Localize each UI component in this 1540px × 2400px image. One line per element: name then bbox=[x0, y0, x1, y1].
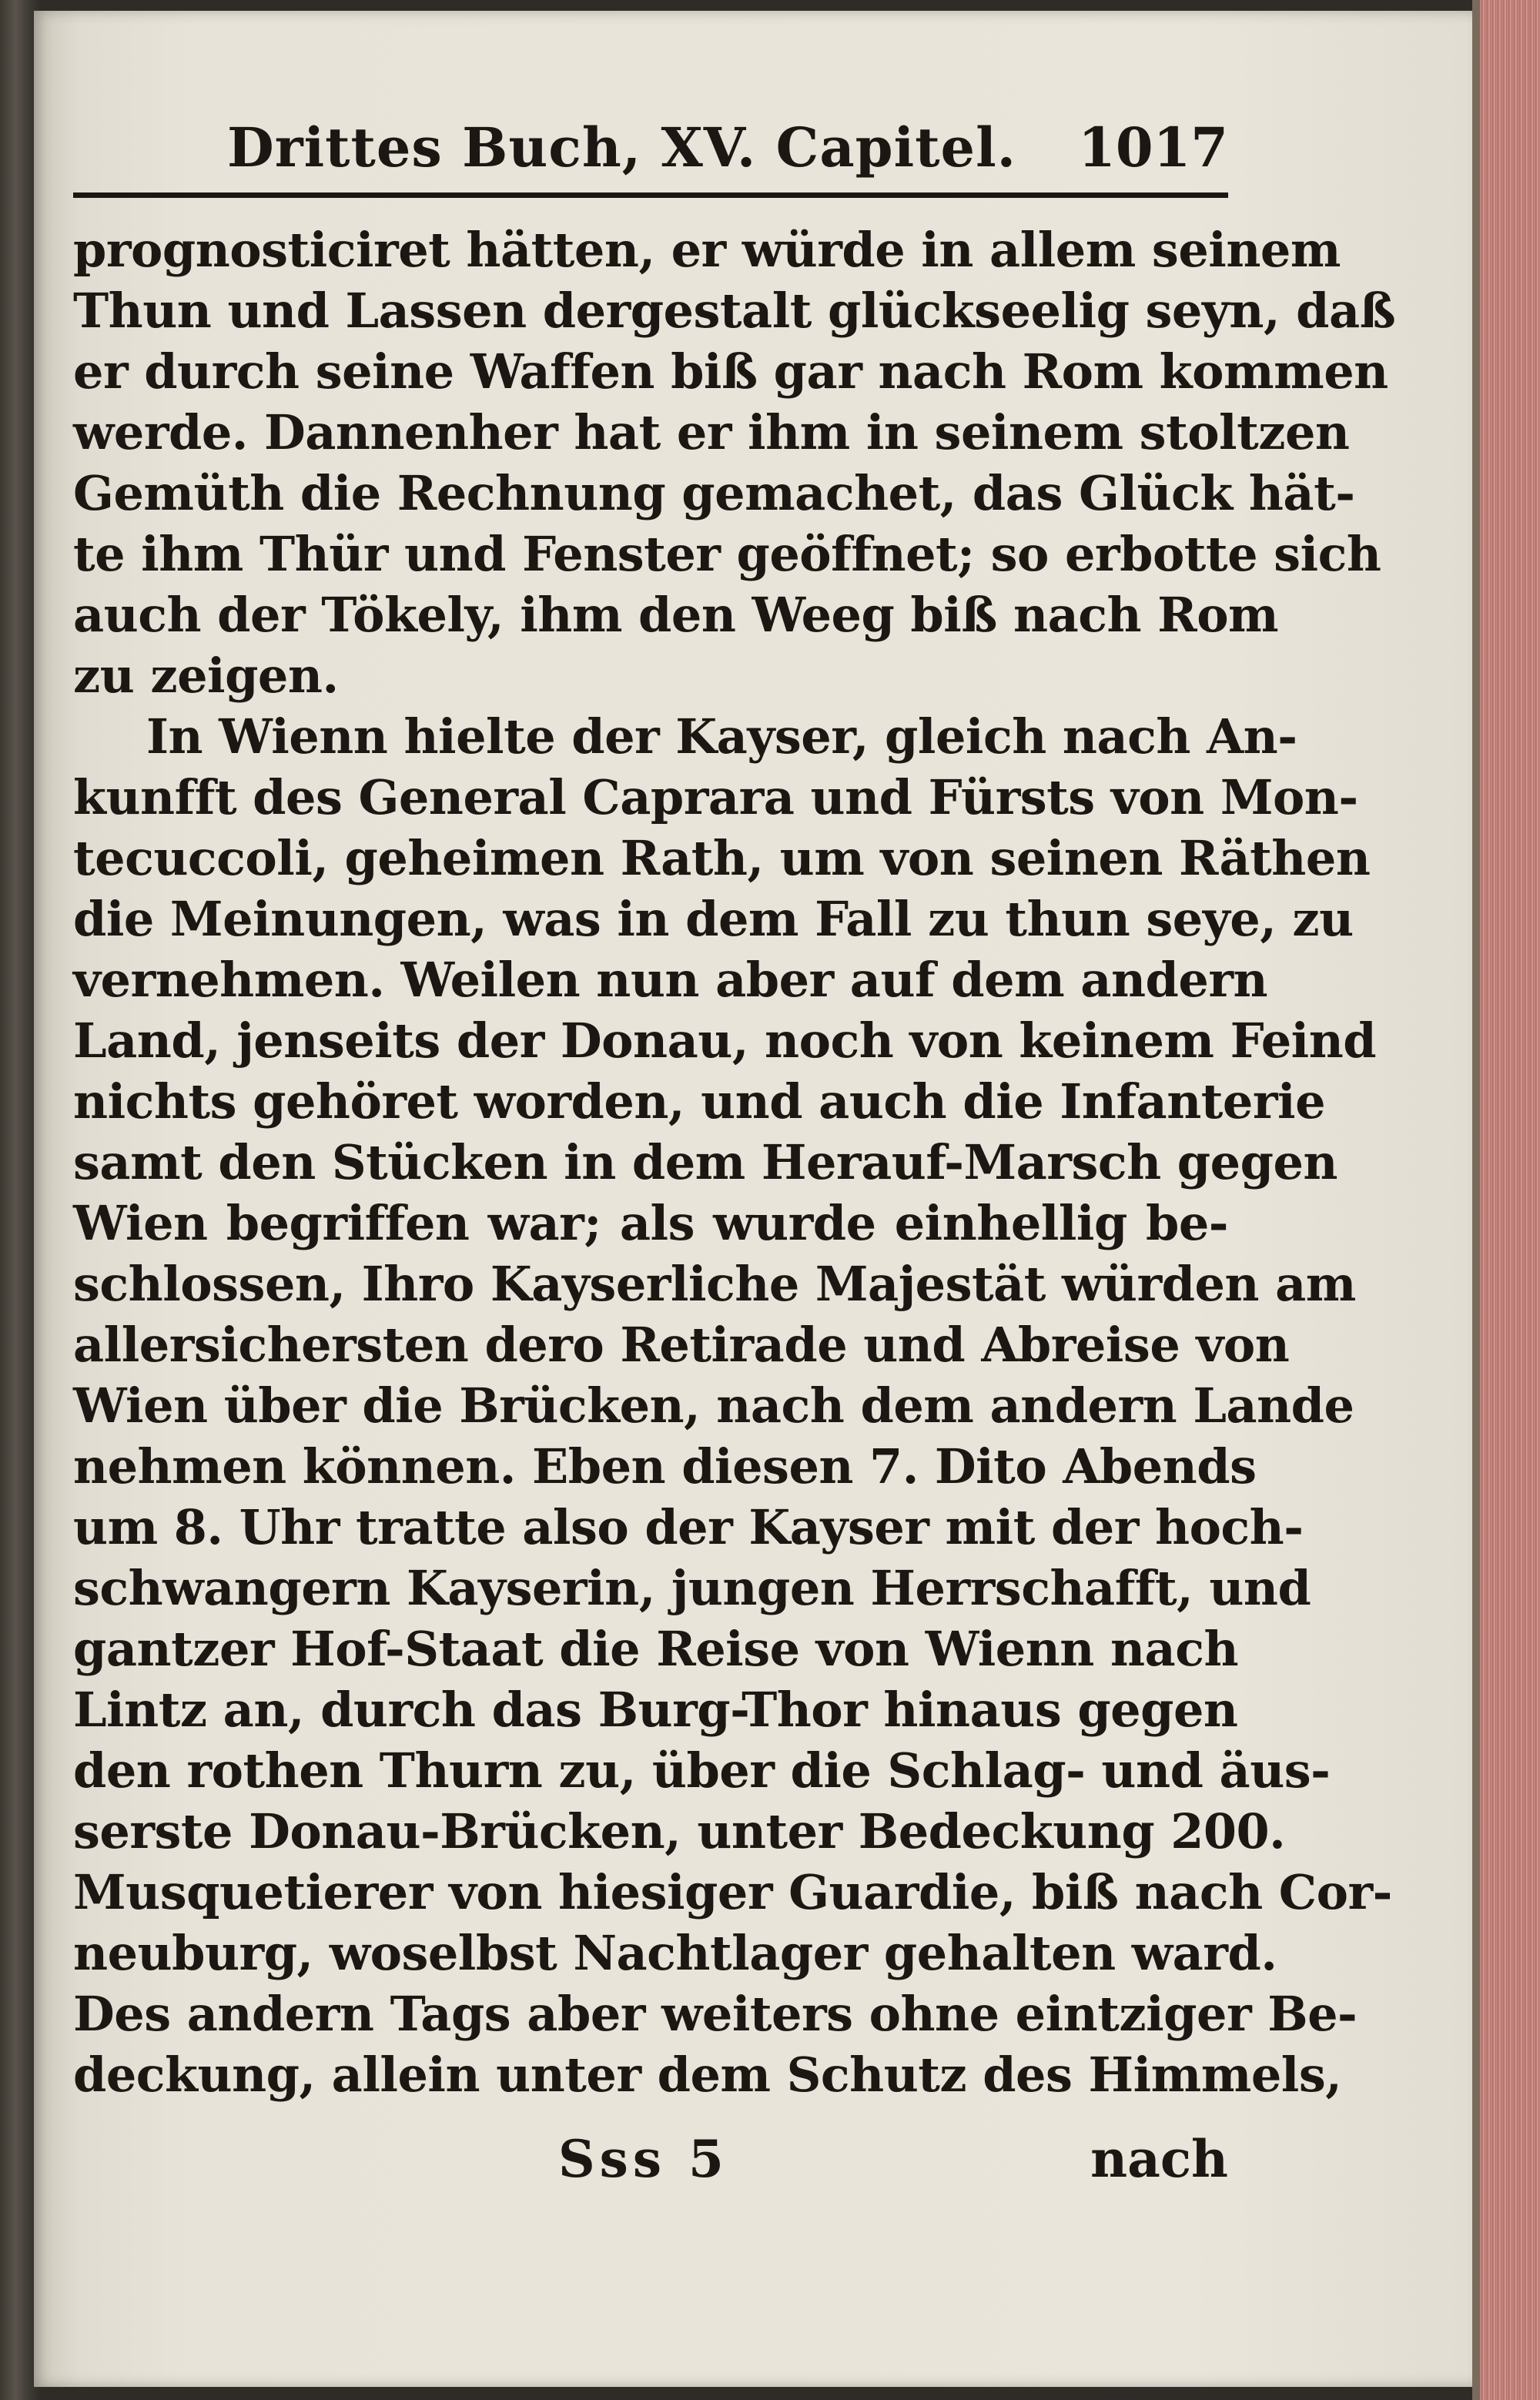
text-line: werde. Dannenher hat er ihm in seinem stoltzen bbox=[73, 404, 1350, 460]
text-line: zu zeigen. bbox=[73, 648, 339, 704]
text-line: tecuccoli, geheimen Rath, um von seinen Räthen bbox=[73, 830, 1371, 886]
text-line: schlossen, Ihro Kayserliche Majestät würden am bbox=[73, 1256, 1356, 1312]
page-number: 1017 bbox=[1078, 115, 1228, 179]
text-line: Thun und Lassen dergestalt glückseelig seyn, daß bbox=[73, 283, 1396, 339]
text-line: neuburg, woselbst Nachtlager gehalten ward. bbox=[73, 1925, 1277, 1981]
text-line: Gemüth die Rechnung gemachet, das Glück hät- bbox=[73, 465, 1355, 521]
text-line: den rothen Thurn zu, über die Schlag- und äus- bbox=[73, 1742, 1331, 1799]
text-line: kunfft des General Caprara und Fürsts von Mon- bbox=[73, 769, 1358, 825]
text-line: Lintz an, durch das Burg-Thor hinaus gegen bbox=[73, 1682, 1238, 1738]
text-line: prognosticiret hätten, er würde in allem seinem bbox=[73, 222, 1341, 278]
text-line: vernehmen. Weilen nun aber auf dem andern bbox=[73, 952, 1268, 1008]
text-line: Des andern Tags aber weiters ohne eintziger Be- bbox=[73, 1986, 1358, 2042]
text-line: um 8. Uhr tratte also der Kayser mit der hoch- bbox=[73, 1499, 1304, 1555]
text-line: die Meinungen, was in dem Fall zu thun seye, zu bbox=[73, 891, 1354, 947]
text-line: nehmen können. Eben diesen 7. Dito Abends bbox=[73, 1438, 1257, 1495]
text-line: er durch seine Waffen biß gar nach Rom kommen bbox=[73, 343, 1388, 400]
text-line: te ihm Thür und Fenster geöffnet; so erbotte sich bbox=[73, 526, 1381, 582]
text-line: Wien über die Brücken, nach dem andern Lande bbox=[73, 1377, 1354, 1434]
page-edges bbox=[1480, 0, 1540, 2400]
text-line: nichts gehöret worden, und auch die Infanterie bbox=[73, 1073, 1326, 1130]
running-title: Drittes Buch, XV. Capitel. bbox=[227, 115, 1017, 179]
text-line: schwangern Kayserin, jungen Herrschafft, und bbox=[73, 1560, 1311, 1616]
text-line: auch der Tökely, ihm den Weeg biß nach Rom bbox=[73, 587, 1279, 643]
header-rule bbox=[73, 192, 1228, 198]
text-line: serste Donau-Brücken, unter Bedeckung 200. bbox=[73, 1803, 1286, 1859]
text-line: Wien begriffen war; als wurde einhellig be- bbox=[73, 1195, 1228, 1251]
text-line: allersichersten dero Retirade und Abreise von bbox=[73, 1317, 1290, 1373]
page-header bbox=[73, 115, 1228, 200]
paragraph-start-line: In Wienn hielte der Kayser, gleich nach An- bbox=[146, 708, 1297, 765]
text-line: Land, jenseits der Donau, noch von keinem Feind bbox=[73, 1013, 1377, 1069]
signature-mark: Sss 5 bbox=[558, 2129, 728, 2189]
catchword: nach bbox=[1090, 2129, 1228, 2189]
page-footer bbox=[73, 2129, 1228, 2198]
text-line: Musquetierer von hiesiger Guardie, biß nach Cor- bbox=[73, 1864, 1392, 1920]
text-line: gantzer Hof-Staat die Reise von Wienn nach bbox=[73, 1621, 1239, 1677]
text-line: samt den Stücken in dem Herauf-Marsch gegen bbox=[73, 1134, 1337, 1190]
text-line: deckung, allein unter dem Schutz des Himmels, bbox=[73, 2047, 1342, 2103]
body-text bbox=[73, 219, 1396, 2105]
